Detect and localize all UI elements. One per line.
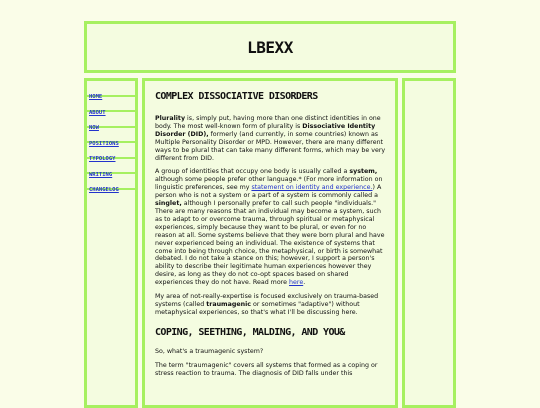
- section-heading-coping: COPING, SEETHING, MALDING, AND YOU&: [155, 326, 345, 338]
- main-content: [142, 78, 398, 408]
- nav-item-writing: [87, 159, 135, 178]
- term-system: system,: [349, 168, 378, 176]
- term-did: Dissociative Identity Disorder (DID),: [155, 122, 376, 138]
- nav-item-typology: [87, 140, 135, 162]
- nav-link-about[interactable]: ABOUT: [89, 109, 106, 116]
- nav-link-home[interactable]: HOME: [89, 94, 103, 100]
- nav-item-changelog: [87, 171, 135, 193]
- systems-paragraph: A group of identities that occupy one body is usually called a system, although some people prefer other language.* (For more information on linguistic preferences, see my statement on identity and experience.) A person who is not a system or a part of a system is commonly called a singlet, although I personally prefer to call such people "individuals." There are many reasons that an individual may become a system, such as to adapt to or overcome trauma, through spiritual or metaphysical experiences, simply because they want to be plural, or even for no reason at all. Some systems believe that they were born plural and have never experienced being an individual. The existence of systems that come into being through choice, the metaphysical, or birth is somewhat debated. I do not take a stance on this; however, I support a person's ability to describe their legitimate human experiences however they desire, as long as they do not co-opt spaces based on shared experiences they do not have. Read more here.: [155, 168, 385, 287]
- nav-item-home: [87, 81, 135, 100]
- nav-link-writing[interactable]: WRITING: [89, 171, 113, 178]
- nav-link-changelog[interactable]: CHANGELOG: [89, 187, 119, 193]
- term-plurality: Plurality: [155, 115, 186, 122]
- nav-link-typology[interactable]: TYPOLOGY: [89, 156, 116, 162]
- nav-item-about: [87, 97, 135, 116]
- traumagenic-paragraph: The term "traumagenic" covers all systems that formed as a coping or stress reaction to trauma. The diagnosis of DID falls under this: [155, 361, 378, 377]
- right-sidebar: [402, 78, 456, 408]
- nav-item-now: [87, 109, 135, 131]
- section-heading-complex-dissociative-disorders: COMPLEX DISSOCIATIVE DISORDERS: [155, 91, 318, 102]
- expertise-paragraph: My area of not-really-expertise is focused exclusively on trauma-based systems (called traumagenic or sometimes "adaptive") without metaphysical experiences, so that's what I'll be discussing here.: [155, 293, 379, 316]
- term-singlet: singlet,: [155, 200, 182, 208]
- statement-link[interactable]: statement on identity and experience.: [251, 184, 373, 192]
- site-title: LBEXX: [247, 38, 293, 57]
- nav-item-positions: [87, 128, 135, 147]
- sidebar-nav: [84, 78, 138, 408]
- site-header: [84, 21, 456, 73]
- term-traumagenic: traumagenic: [206, 300, 252, 308]
- nav-link-now[interactable]: NOW: [89, 125, 99, 131]
- intro-paragraph: Plurality is, simply put, having more than one distinct identities in one body. The most well-known form of plurality is Dissociative Identity Disorder (DID), formerly (and currently, in some countries) known as Multiple Personality Disorder or MPD. However, there are many different ways to be plural that can take many different forms, which may be very different from DID.: [155, 115, 386, 162]
- question-paragraph: So, what's a traumagenic system?: [155, 347, 264, 355]
- read-more-link[interactable]: here: [289, 279, 304, 287]
- nav-link-positions[interactable]: POSITIONS: [89, 140, 119, 147]
